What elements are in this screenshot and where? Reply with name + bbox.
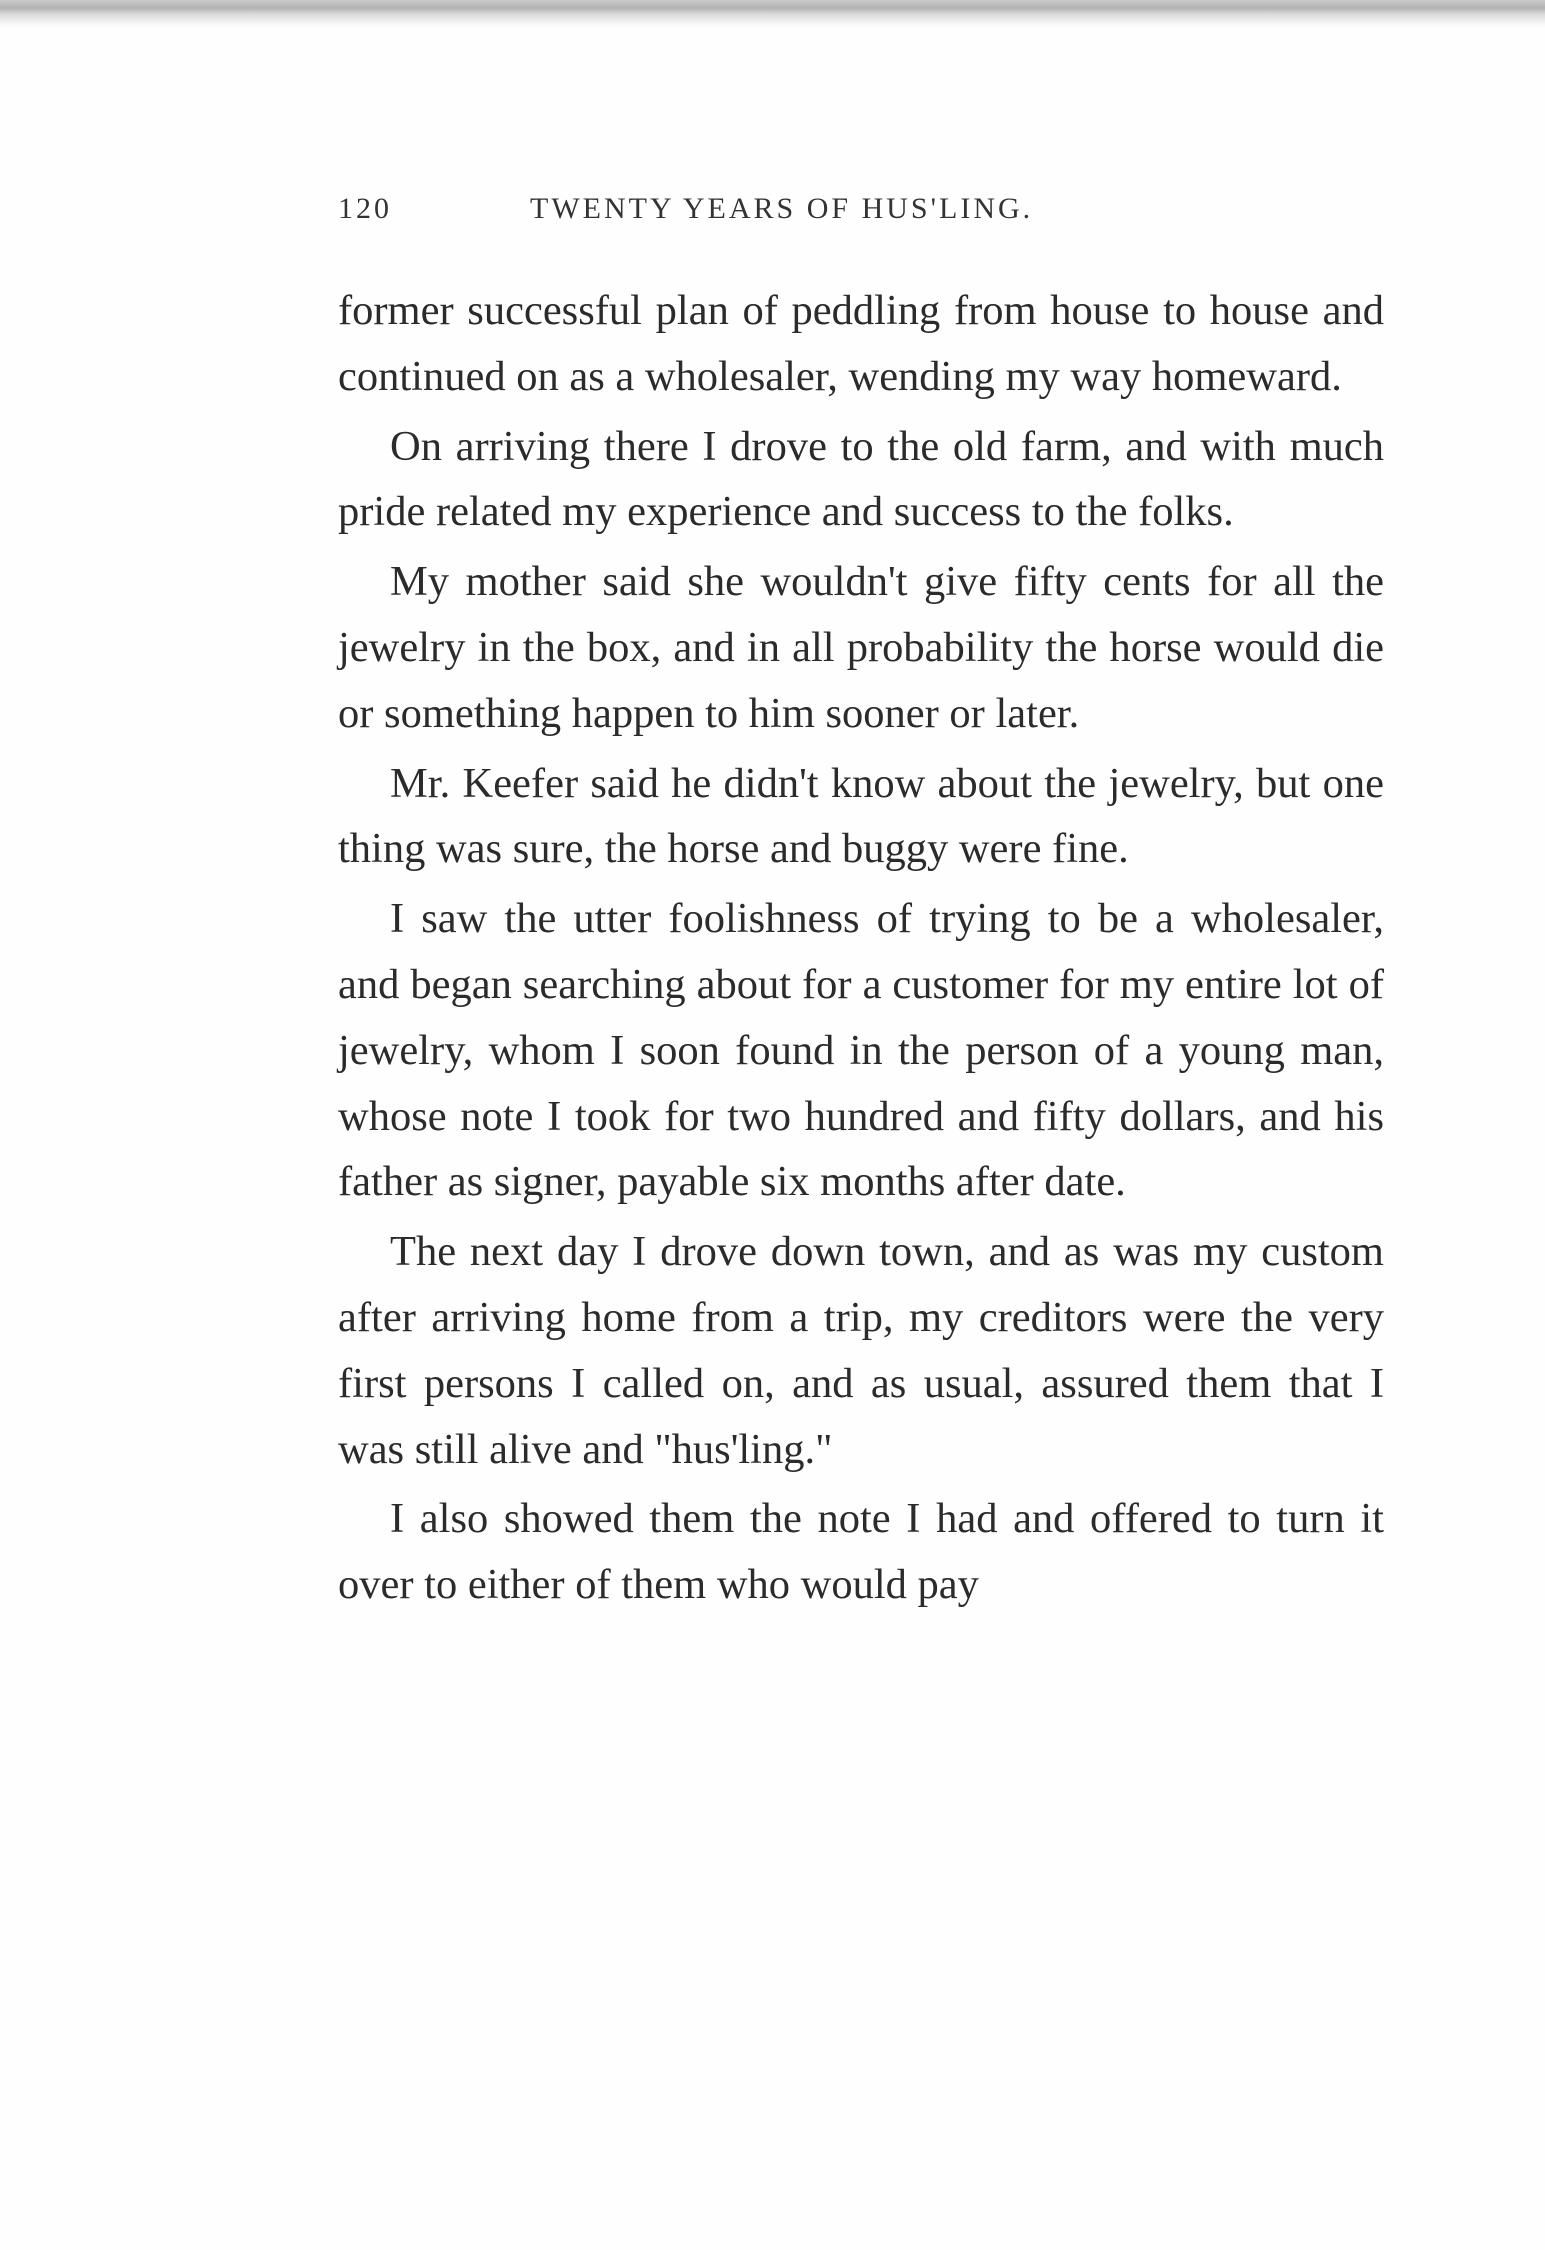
paragraph: Mr. Keefer said he didn't know about the jewelry, but one thing was sure, the horse and buggy were fine. <box>338 759 1384 873</box>
body-text <box>338 278 1384 1618</box>
page-top-edge <box>0 0 1545 28</box>
page-number: 120 <box>338 192 392 225</box>
paragraph-continued: former successful plan of peddling from house to house and continued on as a wholesaler, wending my way homeward. <box>338 287 1384 400</box>
paragraph: On arriving there I drove to the old farm, and with much pride related my experience and success to the folks. <box>338 422 1384 536</box>
paragraph: The next day I drove down town, and as was my custom after arriving home from a trip, my creditors were the very first persons I called on, and as usual, assured them that I was still alive and "hus'ling." <box>338 1228 1384 1473</box>
paragraph: I saw the utter foolishness of trying to be a wholesaler, and began searching about for a customer for my entire lot of jewelry, whom I soon found in the person of a young man, whose note I took for two hundred and fifty dollars, and his father as signer, payable six months after date. <box>338 895 1384 1206</box>
paragraph: My mother said she wouldn't give fifty cents for all the jewelry in the box, and in all probability the horse would die or something happen to him sooner or later. <box>338 558 1384 737</box>
running-head <box>338 192 1388 232</box>
running-title: TWENTY YEARS OF HUS'LING. <box>530 192 1034 225</box>
paragraph: I also showed them the note I had and offered to turn it over to either of them who would pay <box>338 1495 1384 1609</box>
